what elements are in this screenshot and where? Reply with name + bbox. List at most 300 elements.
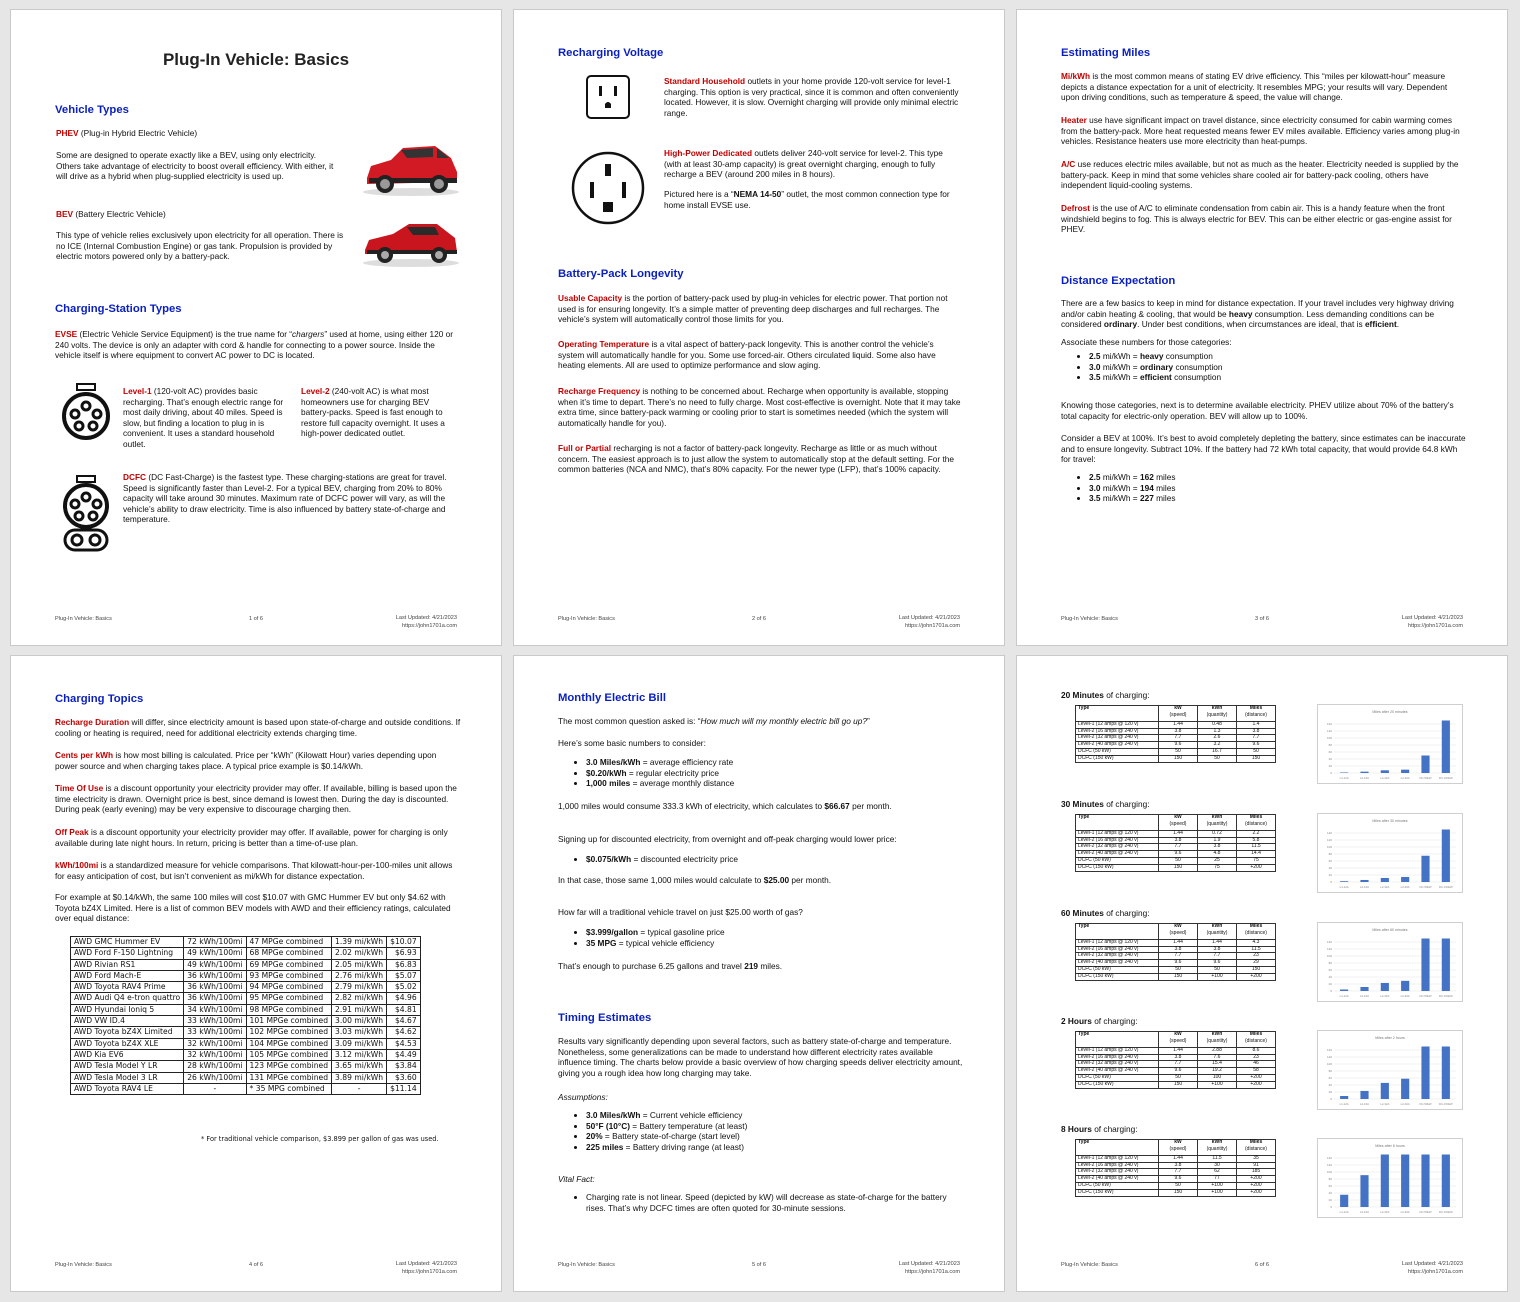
y-tick-label: 120 [1326, 947, 1332, 951]
x-tick-label: L2-16A [1359, 776, 1370, 780]
phev-title: PHEV (Plug-in Hybrid Electric Vehicle) [56, 128, 198, 138]
evse-paragraph: EVSE (Electric Vehicle Service Equipment) is the true name for “chargers” used at home, using either 120 or 240 volts. The device is only an adapter with cord & handle for connecting to a power source. Inside the vehicle itself is where equipment to convert AC power to DC is located. [55, 329, 453, 361]
table-cell: 4.3 [1237, 939, 1276, 946]
discount-list [558, 852, 964, 865]
table-header: kW [1159, 815, 1198, 821]
y-tick-label: 40 [1328, 975, 1332, 979]
usable-capacity-paragraph: Usable Capacity is the portion of battery-pack used by plug-in vehicles for electric power. That portion not used is for ensuring longevity. It’s a simple matter of preventing deep discharges and full recharges. The vehicle’s system will automatically control those limits for you. [558, 293, 948, 325]
bar-chart [1317, 1138, 1463, 1218]
table-cell: AWD Kia EV6 [71, 1049, 184, 1060]
table-cell: 75 [1237, 857, 1276, 864]
table-cell: DCFC (150 kW) [1076, 755, 1159, 762]
y-tick-label: 0 [1330, 1205, 1332, 1209]
chart-title: Miles after 2 hours [1375, 1036, 1405, 1040]
table-cell: $4.49 [387, 1049, 421, 1060]
table-cell: 50 [1159, 857, 1198, 864]
table-cell: 100 [1198, 1074, 1237, 1081]
bar-chart-svg [1318, 923, 1462, 1001]
table-cell: - [184, 1083, 246, 1094]
y-tick-label: 20 [1328, 1198, 1332, 1202]
table-cell: +200 [1237, 1189, 1276, 1196]
table-subheader: (distance) [1237, 712, 1276, 722]
heading-recharging-voltage: Recharging Voltage [558, 47, 664, 59]
table-cell: 35 [1237, 1155, 1276, 1162]
y-tick-label: 60 [1328, 859, 1332, 863]
table-row [71, 1061, 421, 1072]
table-cell: 131 MPGe combined [246, 1072, 331, 1083]
table-cell: 30 [1198, 1162, 1237, 1169]
table-cell: Level-2 (16 amps @ 240 v) [1076, 946, 1159, 953]
table-cell: AWD Hyundai Ioniq 5 [71, 1004, 184, 1015]
table-cell: Level-2 (32 amps @ 240 v) [1076, 844, 1159, 851]
bar-chart [1317, 813, 1463, 893]
table-cell: 50 [1159, 966, 1198, 973]
table-header: Type [1076, 924, 1159, 930]
bar [1340, 881, 1348, 882]
table-cell: AWD Toyota RAV4 Prime [71, 982, 184, 993]
x-tick-label: DC-150kW [1438, 1102, 1453, 1106]
table-cell: AWD Tesla Model Y LR [71, 1061, 184, 1072]
table-cell: 1.3 [1198, 728, 1237, 735]
table-cell: 3.65 mi/kWh [332, 1061, 387, 1072]
table-cell: DCFC (50 kW) [1076, 1182, 1159, 1189]
cents-per-kwh-paragraph: Cents per kWh is how most billing is calculated. Price per “kWh” (Kilowatt Hour) varies depending upon power source and when charging takes place. A typical price example is $0.14/kWh. [55, 750, 437, 771]
list-item: • 2.5 mi/kWh = heavy consumption [1089, 351, 1467, 362]
charging-table [1075, 1139, 1276, 1197]
high-power-paragraph: High-Power Dedicated outlets deliver 240-volt service for level-2. This type (with at least 30-amp capacity) is great overnight charging, enough to fully recharge a BEV (around 200 miles in 8 hours). [664, 148, 943, 180]
page-number: 1 of 6 [249, 616, 263, 622]
heading-estimating-miles: Estimating Miles [1061, 47, 1151, 59]
table-cell: 7.7 [1159, 735, 1198, 742]
table-cell: 98 MPGe combined [246, 1004, 331, 1015]
table-cell: 3.8 [1237, 728, 1276, 735]
charging-table [1075, 923, 1276, 981]
table-cell: 46 [1237, 1061, 1276, 1068]
table-cell: Level-1 (12 amps @ 120 v) [1076, 1155, 1159, 1162]
table-cell: +100 [1198, 973, 1237, 980]
table-cell: $6.83 [387, 959, 421, 970]
table-cell: 9.6 [1159, 1176, 1198, 1183]
table-cell: 32 kWh/100mi [184, 1038, 246, 1049]
table-cell: Level-1 (12 amps @ 120 v) [1076, 830, 1159, 837]
table-cell: 3.2 [1198, 742, 1237, 749]
how-far-text: How far will a traditional vehicle travel on just $25.00 worth of gas? [558, 907, 803, 917]
table-cell: 2.02 mi/kWh [332, 948, 387, 959]
table-subheader: (speed) [1159, 930, 1198, 940]
table-cell: 7.7 [1237, 735, 1276, 742]
table-cell: AWD GMC Hummer EV [71, 937, 184, 948]
table-cell: 1.44 [1159, 1047, 1198, 1054]
table-cell: 50 [1198, 966, 1237, 973]
table-row [71, 1038, 421, 1049]
table-cell: 7.7 [1159, 844, 1198, 851]
document-title: Plug-In Vehicle: Basics [162, 50, 350, 69]
table-cell: 150 [1159, 1081, 1198, 1088]
table-cell: 150 [1237, 966, 1276, 973]
table-row [71, 1004, 421, 1015]
table-cell: 94 MPGe combined [246, 982, 331, 993]
y-tick-label: 20 [1328, 982, 1332, 986]
x-tick-label: L1-12A [1339, 1102, 1349, 1106]
assumptions-list [558, 1108, 964, 1152]
mi-kwh-paragraph: Mi/kWh is the most common means of stating EV drive efficiency. This “miles per kilowatt-hour” measure depicts a distance expectation for a unit of electricity. It resembles MPG; your results will vary. Dependent upon driving conditions, such as temperature & speed, the value will change. [1061, 71, 1448, 103]
list-item: • 50°F (10°C) = Battery temperature (at least) [586, 1121, 964, 1132]
table-cell: 3.8 [1198, 844, 1237, 851]
bar [1421, 856, 1429, 882]
bar-chart [1317, 704, 1463, 784]
table-header: kWh [1198, 815, 1237, 821]
y-tick-label: 20 [1328, 873, 1332, 877]
page-5: Monthly Electric Bill The most common question asked is: “How much will my monthly electric bill go up?” Here’s some basic numbers to consider: • 3.0 Miles/kWh = average efficiency rate • $0.20/kWh = regular electricity price • 1,000 miles = average monthly distance 1,000 miles would consume 333.3 kWh of electricity, which calculates to $66.67 per month. Signing up for discounted electricity, from overnight and off-peak charging would lower price: • $0.075/kWh = discounted electricity price In that case, those same 1,000 miles would calculate to $25.00 per month. How far will a traditional vehicle travel on just $25.00 worth of gas? • $3.999/gallon = typical gasoline price • 35 MPG = typical vehicle efficiency That’s enough to purchase 6.25 gallons and travel 219 miles. Timing Estimates Results vary significantly depending upon several factors, such as battery state-of-charge and temperature. Nonetheless, some generalizations can be made to understand how different electricity rates available influence timing. The charts below provide a basic overview of how charging speeds deliver electricity amount, giving you a rough idea how long charging may take. Assumptions: • 3.0 Miles/kWh = Current vehicle efficiency • 50°F (10°C) = Battery temperature (at least) • 20% = Battery state-of-charge (start level) • 225 miles = Battery driving range (at least) Vital Fact: • Charging rate is not linear. Speed (depicted by kW) will decrease as state-of-charge for the battery rises. That’s why DCFC times are often quoted for 30-minute sessions. Plug-In Vehicle: Basics 5 of 6 Last Updated: 4/21/2023 https://john1701a.com [513, 655, 1005, 1292]
nema-paragraph: Pictured here is a “NEMA 14-50” outlet, the most common connection type for home install EVSE use. [664, 189, 950, 210]
table-cell: 93 MPGe combined [246, 970, 331, 981]
y-tick-label: 0 [1330, 771, 1332, 775]
vital-fact-list [558, 1190, 964, 1213]
table-cell: 150 [1237, 755, 1276, 762]
table-cell: 2.6 [1198, 735, 1237, 742]
page-number: 4 of 6 [249, 1262, 263, 1268]
table-cell: +100 [1198, 1182, 1237, 1189]
y-tick-label: 100 [1326, 845, 1332, 849]
table-cell: 36 kWh/100mi [184, 970, 246, 981]
table-cell: 2.91 mi/kWh [332, 1004, 387, 1015]
heading-monthly-bill: Monthly Electric Bill [558, 692, 666, 704]
table-subheader: (speed) [1159, 712, 1198, 722]
table-cell: 49 kWh/100mi [184, 959, 246, 970]
bar [1442, 939, 1450, 992]
bar [1421, 1047, 1429, 1100]
table-subheader: (speed) [1159, 1038, 1198, 1048]
bev-body: This type of vehicle relies exclusively upon electricity for all operation. There is no ICE (Internal Combustion Engine) or gas tank. Propulsion is provided by electric motors powered only by a battery-pack. [56, 230, 344, 262]
table-cell: 1.9 [1198, 837, 1237, 844]
kwh-100mi-paragraph: kWh/100mi is a standardized measure for vehicle comparisons. That kilowatt-hour-per-100-miles unit allows for easy anticipation of cost, but isn’t convenient as mi/kWh for distance expectation. [55, 860, 453, 881]
table-cell: 123 MPGe combined [246, 1061, 331, 1072]
table-cell: 150 [1159, 755, 1198, 762]
table-header: Type [1076, 706, 1159, 712]
y-tick-label: 40 [1328, 866, 1332, 870]
heading-distance-expectation: Distance Expectation [1061, 275, 1176, 287]
table-cell: DCFC (50 kW) [1076, 857, 1159, 864]
nema-14-50-outlet-icon [570, 150, 646, 229]
page-1 [10, 9, 502, 646]
table-cell: 3.8 [1159, 837, 1198, 844]
table-cell: Level-2 (40 amps @ 240 v) [1076, 960, 1159, 967]
table-cell: 50 [1159, 1182, 1198, 1189]
signup-text: Signing up for discounted electricity, from overnight and off-peak charging would lower price: [558, 834, 897, 844]
recharge-frequency-paragraph: Recharge Frequency is nothing to be concerned about. Recharge when opportunity is available, stopping when it’s time to depart. There’s no need to fully charge. Most cost-effective is overnight. Note that it may take extra time, since battery-pack warming or cooling prior to start is sometimes needed (which the system will automatically handle for you). [558, 386, 961, 428]
table-row [71, 1083, 421, 1094]
table-cell: 0.48 [1198, 721, 1237, 728]
table-footnote: * For traditional vehicle comparison, $3.899 per gallon of gas was used. [201, 1135, 439, 1143]
y-tick-label: 100 [1326, 1062, 1332, 1066]
bar [1401, 1079, 1409, 1099]
table-cell: 101 MPGe combined [246, 1016, 331, 1027]
x-tick-label: DC-50kW [1419, 994, 1432, 998]
table-cell: 33 kWh/100mi [184, 1016, 246, 1027]
x-tick-label: DC-150kW [1438, 885, 1453, 889]
y-tick-label: 80 [1328, 1069, 1332, 1073]
charging-block-title: 30 Minutes of charging: [1061, 799, 1150, 809]
table-cell: AWD Toyota bZ4X Limited [71, 1027, 184, 1038]
table-cell: AWD Rivian RS1 [71, 959, 184, 970]
table-row [71, 948, 421, 959]
bar [1360, 987, 1368, 991]
table-header: kW [1159, 1140, 1198, 1146]
nema-5-15-outlet-icon [585, 74, 631, 123]
bar [1401, 770, 1409, 773]
table-cell: $10.07 [387, 937, 421, 948]
x-tick-label: L2-16A [1359, 885, 1370, 889]
table-cell: 150 [1159, 973, 1198, 980]
table-cell: 7.7 [1159, 1061, 1198, 1068]
table-header: Miles [1237, 1032, 1276, 1038]
list-item: • 3.0 Miles/kWh = average efficiency rate [586, 757, 964, 768]
y-tick-label: 20 [1328, 1090, 1332, 1094]
table-subheader: (speed) [1159, 1146, 1198, 1156]
x-tick-label: L1-12A [1339, 885, 1349, 889]
page-4: Charging Topics Recharge Duration will differ, since electricity amount is based upon state-of-charge and outside conditions. If cooling or heating is required, need for additional electricity extends charging time. Cents per kWh is how most billing is calculated. Price per “kWh” (Kilowatt Hour) varies depending upon power source and when charging takes place. A typical price example is $0.14/kWh. Time Of Use is a discount opportunity your electricity provider may offer. If available, billing is based upon the time electricity is drawn. Overnight price is best, since demand is lowest then. During the day is discounted. During peak (early evening) may be very expensive to discourage charging then. Off Peak is a discount opportunity your electricity provider may offer. If available, power for charging is only available during late night hours. In return, pricing is better than a time-of-use plan. kWh/100mi is a standardized measure for vehicle comparisons. That kilowatt-hour-per-100-miles unit allows for easy anticipation of cost, but isn’t convenient as mi/kWh for distance expectation. For example at $0.14/kWh, the same 100 miles will cost $10.07 with GMC Hummer EV but only $4.62 with Toyota bZ4X Limited. Here is a list of common BEV models with AWD and their efficiency ratings, calculated over equal distance: AWD GMC Hummer EV 72 kWh/100mi 47 MPGe combined 1.39 mi/kWh $10.07 AWD Ford F-150 Lightning 49 kWh/100mi 68 MPGe combined 2.02 mi/kWh $6.93 AWD Rivian RS1 49 kWh/100mi 69 MPGe combined 2.05 mi/kWh $6.83 AWD Ford Mach-E 36 kWh/100mi 93 MPGe combined 2.76 mi/kWh $5.07 AWD Toyota RAV4 Prime 36 kWh/100mi 94 MPGe combined 2.79 mi/kWh $5.02 AWD Audi Q4 e-tron quattro 36 kWh/100mi 95 MPGe combined 2.82 mi/kWh $4.96 AWD Hyundai Ioniq 5 34 kWh/100mi 98 MPGe combined 2.91 mi/kWh $4.81 AWD VW ID.4 33 kWh/100mi 101 MPGe combined 3.00 mi/kWh $4.67 AWD Toyota bZ4X Limited 33 kWh/100mi 102 MPGe combined 3.03 mi/kWh $4.62 AWD Toyota bZ4X XLE 32 kWh/100mi 104 MPGe combined 3.09 mi/kWh $4.53 AWD Kia EV6 32 kWh/100mi 105 MPGe combined 3.12 mi/kWh $4.49 AWD Tesla Model Y LR 28 kWh/100mi 123 MPGe combined 3.65 mi/kWh $3.84 AWD Tesla Model 3 LR 26 kWh/100mi 131 MPGe combined 3.89 mi/kWh $3.60 AWD Toyota RAV4 LE - * 35 MPG combined - $11.14 * For traditional vehicle comparison, $3.899 per gallon of gas was used. Plug-In Vehicle: Basics 4 of 6 Last Updated: 4/21/2023 https://john1701a.com [10, 655, 502, 1292]
page-number: 3 of 6 [1255, 616, 1269, 622]
bar-chart-svg [1318, 705, 1462, 783]
table-cell: 75 [1198, 864, 1237, 871]
bar-chart-svg [1318, 1031, 1462, 1109]
table-cell: Level-2 (32 amps @ 240 v) [1076, 1169, 1159, 1176]
table-cell: 4.8 [1198, 851, 1237, 858]
table-cell: Level-2 (32 amps @ 240 v) [1076, 953, 1159, 960]
table-header: kW [1159, 706, 1198, 712]
y-tick-label: 40 [1328, 757, 1332, 761]
table-header: kW [1159, 1032, 1198, 1038]
table-cell: +200 [1237, 973, 1276, 980]
table-cell: Level-2 (40 amps @ 240 v) [1076, 742, 1159, 749]
x-tick-label: L2-32A [1380, 776, 1390, 780]
table-cell: 3.89 mi/kWh [332, 1072, 387, 1083]
table-subheader [1076, 930, 1159, 940]
bar [1360, 1175, 1368, 1207]
table-subheader: (quantity) [1198, 930, 1237, 940]
table-cell: 7.7 [1159, 1169, 1198, 1176]
table-subheader: (distance) [1237, 930, 1276, 940]
distance-paragraph: There are a few basics to keep in mind for distance expectation. If your travel includes very highway driving and/or cabin heating & cooling, that would be heavy consumption. Less demanding conditions can be considered ordinary. Under best conditions, when circumstances are ideal, that is efficient. [1061, 298, 1454, 330]
table-cell: 16.7 [1198, 748, 1237, 755]
table-cell: Level-2 (40 amps @ 240 v) [1076, 1176, 1159, 1183]
page-6: 20 Minutes of charging: Type kW kWh Miles (speed) (quantity) (distance) Level-1 (12 amps @ 120 v) 1.44 0.48 1.4 Level-2 (16 amps @ 240 v) 3.8 1.3 3.8 Level-2 (32 amps @ 240 v) 7.7 2.6 7.7 Level-2 (40 amps @ 240 v) 9.6 3.2 9.6 DCFC (50 kW) 50 16.7 50 DCFC (150 kW) 150 50 150 Miles after 20 minutes 0 20 40 60 80 100 120 140 L1-12A L2-16A L2-32A L2-40A DC-50kW DC-150kW 30 Minutes of charging: Type kW kWh Miles (speed) (quantity) (distance) Level-1 (12 amps @ 120 v) 1.44 0.72 2.2 Level-2 (16 amps @ 240 v) 3.8 1.9 5.8 Level-2 (32 amps @ 240 v) 7.7 3.8 11.5 Level-2 (40 amps @ 240 v) 9.6 4.8 14.4 DCFC (50 kW) 50 25 75 DCFC (150 kW) 150 75 +200 Miles after 30 minutes 0 20 40 60 80 100 120 140 L1-12A L2-16A L2-32A L2-40A DC-50kW DC-150kW 60 Minutes of charging: Type kW kWh Miles (speed) (quantity) (distance) Level-1 (12 amps @ 120 v) 1.44 1.44 4.3 Level-2 (16 amps @ 240 v) 3.8 3.8 11.5 Level-2 (32 amps @ 240 v) 7.7 7.7 23 Level-2 (40 amps @ 240 v) 9.6 9.6 29 DCFC (50 kW) 50 50 150 DCFC (150 kW) 150 +100 +200 Miles after 60 minutes 0 20 40 60 80 100 120 140 L1-12A L2-16A L2-32A L2-40A DC-50kW DC-150kW 2 Hours of charging: Type kW kWh Miles (speed) (quantity) (distance) Level-1 (12 amps @ 120 v) 1.44 2.88 8.6 Level-2 (16 amps @ 240 v) 3.8 7.6 23 Level-2 (32 amps @ 240 v) 7.7 15.4 46 Level-2 (40 amps @ 240 v) 9.6 19.2 58 DCFC (50 kW) 50 100 +200 DCFC (150 kW) 150 +100 +200 Miles after 2 hours 0 20 40 60 80 100 120 140 L1-12A L2-16A L2-32A L2-40A DC-50kW DC-150kW 8 Hours of charging: Type kW kWh Miles (speed) (quantity) (distance) Level-1 (12 amps @ 120 v) 1.44 11.5 35 Level-2 (16 amps @ 240 v) 3.8 30 91 Level-2 (32 amps @ 240 v) 7.7 62 185 Level-2 (40 amps @ 240 v) 9.6 77 +200 DCFC (50 kW) 50 +100 +200 DCFC (150 kW) 150 +100 +200 Miles after 8 hours 0 20 40 60 80 100 120 140 L1-12A L2-16A L2-32A L2-40A DC-50kW DC-150kW Plug-In Vehicle: Basics 6 of 6 Last Updated: 4/21/2023 https://john1701a.com [1016, 655, 1508, 1292]
bar [1421, 1155, 1429, 1208]
bar [1381, 1155, 1389, 1208]
table-cell: 11.5 [1237, 946, 1276, 953]
time-of-use-paragraph: Time Of Use is a discount opportunity your electricity provider may offer. If available, billing is based upon the time electricity is drawn. Overnight price is best, since demand is lowest then. During the day is discounted. During peak (early evening) may be very expensive to discourage charging then. [55, 783, 457, 815]
table-cell: 2.88 [1198, 1047, 1237, 1054]
table-cell: 91 [1237, 1162, 1276, 1169]
bar [1442, 830, 1450, 883]
y-tick-label: 20 [1328, 764, 1332, 768]
off-peak-paragraph: Off Peak is a discount opportunity your electricity provider may offer. If available, power for charging is only available during late night hours. In return, pricing is better than a time-of-use plan. [55, 827, 448, 848]
table-subheader: (quantity) [1198, 1038, 1237, 1048]
table-cell: 9.6 [1198, 960, 1237, 967]
table-header: Miles [1237, 815, 1276, 821]
x-tick-label: DC-50kW [1419, 1210, 1432, 1214]
table-cell: 1.44 [1198, 939, 1237, 946]
table-cell: 23 [1237, 1054, 1276, 1061]
table-cell: 102 MPGe combined [246, 1027, 331, 1038]
table-cell: +200 [1237, 1074, 1276, 1081]
table-cell: 9.6 [1159, 742, 1198, 749]
list-item: • 3.0 mi/kWh = ordinary consumption [1089, 362, 1467, 373]
y-tick-label: 100 [1326, 1170, 1332, 1174]
table-cell: - [332, 1083, 387, 1094]
table-cell: 26 kWh/100mi [184, 1072, 246, 1083]
table-cell: +100 [1198, 1189, 1237, 1196]
table-row [71, 1072, 421, 1083]
table-row [71, 1049, 421, 1060]
table-subheader: (quantity) [1198, 712, 1237, 722]
table-cell: 105 MPGe combined [246, 1049, 331, 1060]
table-cell: 1.44 [1159, 1155, 1198, 1162]
table-cell: Level-2 (16 amps @ 240 v) [1076, 1054, 1159, 1061]
bar [1421, 939, 1429, 992]
efficiency-table [70, 936, 421, 1095]
consider-paragraph: Consider a BEV at 100%. It’s best to avoid completely depleting the battery, since estimates can be inaccurate and to ensure longevity. Subtract 10%. If the battery had 72 kWh total capacity, that would provide 64.8 kWh for travel: [1061, 433, 1466, 465]
table-cell: 185 [1237, 1169, 1276, 1176]
table-cell: $4.53 [387, 1038, 421, 1049]
x-tick-label: L2-32A [1380, 1210, 1390, 1214]
results-paragraph: Results vary significantly depending upon several factors, such as battery state-of-charge and temperature. Nonetheless, some generalizations can be made to understand how different electricity rates available influence timing. The charts below provide a basic overview of how charging speeds deliver electricity amount, giving you a rough idea how long charging may take. [558, 1036, 963, 1078]
table-cell: 3.8 [1159, 728, 1198, 735]
category-list [1061, 349, 1467, 383]
table-header: Type [1076, 815, 1159, 821]
table-cell: 3.00 mi/kWh [332, 1016, 387, 1027]
bar [1340, 773, 1348, 774]
j1772-connector-icon [61, 382, 111, 451]
x-tick-label: L2-16A [1359, 1102, 1370, 1106]
table-cell: AWD Ford F-150 Lightning [71, 948, 184, 959]
bev-crossover-image [361, 216, 461, 271]
table-cell: $6.93 [387, 948, 421, 959]
table-cell: Level-1 (12 amps @ 120 v) [1076, 939, 1159, 946]
charging-block-title: 60 Minutes of charging: [1061, 908, 1150, 918]
table-cell: 33 kWh/100mi [184, 1027, 246, 1038]
table-cell: 72 kWh/100mi [184, 937, 246, 948]
bar [1360, 1091, 1368, 1099]
table-cell: +200 [1237, 1182, 1276, 1189]
gas-list [558, 925, 964, 948]
y-tick-label: 0 [1330, 880, 1332, 884]
table-row [71, 959, 421, 970]
list-item: • 20% = Battery state-of-charge (start level) [586, 1131, 964, 1142]
y-tick-label: 140 [1326, 1156, 1332, 1160]
table-row [1076, 1189, 1276, 1196]
table-header: Miles [1237, 706, 1276, 712]
table-cell: $3.84 [387, 1061, 421, 1072]
list-item: • 3.0 Miles/kWh = Current vehicle efficiency [586, 1110, 964, 1121]
table-cell: 50 [1159, 1074, 1198, 1081]
table-subheader: (distance) [1237, 1038, 1276, 1048]
table-cell: 1.4 [1237, 721, 1276, 728]
table-cell: +200 [1237, 1176, 1276, 1183]
list-item: • $3.999/gallon = typical gasoline price [586, 927, 964, 938]
x-tick-label: L2-16A [1359, 1210, 1370, 1214]
table-cell: DCFC (50 kW) [1076, 966, 1159, 973]
x-tick-label: L2-32A [1380, 994, 1390, 998]
y-tick-label: 40 [1328, 1191, 1332, 1195]
table-cell: 1.44 [1159, 830, 1198, 837]
list-item: • $0.075/kWh = discounted electricity price [586, 854, 964, 865]
y-tick-label: 120 [1326, 729, 1332, 733]
y-tick-label: 40 [1328, 1083, 1332, 1087]
page-3: Estimating Miles Mi/kWh is the most common means of stating EV drive efficiency. This “miles per kilowatt-hour” measure depicts a distance expectation for a unit of electricity. It resembles MPG; your results will vary. Dependent upon driving conditions, such as temperature & speed, the value will change. Heater use have significant impact on travel distance, since electricity consumed for cabin warming comes from the battery-pack. More heat requested means fewer EV miles available. Efficiency varies among plug-in vehicles. Resistance heaters use more electricity than heat-pumps. A/C use reduces electric miles available, but not as much as the heater. Electricity needed is supplied by the battery-pack. Keep in mind that some vehicles share cooled air for battery-pack cooling, others have independent liquid-cooling systems. Defrost is the use of A/C to eliminate condensation from cabin air. This is a handy feature when the front windshield begins to fog. This is always electric for BEV. This can be either electric or gas-engine assist for PHEV. Distance Expectation There are a few basics to keep in mind for distance expectation. If your travel includes very highway driving and/or cabin heating & cooling, that would be heavy consumption. Less demanding conditions can be considered ordinary. Under best conditions, when circumstances are ideal, that is efficient. Associate these numbers for those categories: • 2.5 mi/kWh = heavy consumption • 3.0 mi/kWh = ordinary consumption • 3.5 mi/kWh = efficient consumption Knowing those categories, next is to determine available electricity. PHEV utilize about 70% of the battery’s total capacity for electric-only operation. BEV will allow up to 100%. Consider a BEV at 100%. It’s best to avoid completely depleting the battery, since estimates can be inaccurate and to ensure longevity. Subtract 10%. If the battery had 72 kWh total capacity, that would provide 64.8 kWh for travel: • 2.5 mi/kWh = 162 miles • 3.0 mi/kWh = 194 miles • 3.5 mi/kWh = 227 miles Plug-In Vehicle: Basics 3 of 6 Last Updated: 4/21/2023 https://john1701a.com [1016, 9, 1508, 646]
table-cell: Level-1 (12 amps @ 120 v) [1076, 721, 1159, 728]
table-cell: 3.8 [1159, 946, 1198, 953]
bar-chart-svg [1318, 1139, 1462, 1217]
table-row [1076, 1081, 1276, 1088]
y-tick-label: 140 [1326, 831, 1332, 835]
table-cell: 36 kWh/100mi [184, 993, 246, 1004]
table-cell: 2.76 mi/kWh [332, 970, 387, 981]
x-tick-label: DC-50kW [1419, 776, 1432, 780]
y-tick-label: 0 [1330, 1097, 1332, 1101]
table-subheader: (distance) [1237, 821, 1276, 831]
table-cell: 15.4 [1198, 1061, 1237, 1068]
table-cell: 29 [1237, 960, 1276, 967]
table-cell: 32 kWh/100mi [184, 1049, 246, 1060]
chart-title: Miles after 60 minutes [1372, 928, 1408, 932]
y-tick-label: 80 [1328, 961, 1332, 965]
associate-text: Associate these numbers for those categories: [1061, 337, 1232, 347]
y-tick-label: 60 [1328, 750, 1332, 754]
table-cell: Level-2 (16 amps @ 240 v) [1076, 728, 1159, 735]
list-item: • 3.5 mi/kWh = 227 miles [1089, 493, 1467, 504]
table-cell: 3.8 [1159, 1162, 1198, 1169]
table-row [1076, 973, 1276, 980]
basic-numbers-text: Here’s some basic numbers to consider: [558, 738, 706, 748]
table-cell: DCFC (50 kW) [1076, 748, 1159, 755]
y-tick-label: 80 [1328, 743, 1332, 747]
table-row [71, 970, 421, 981]
table-header: kWh [1198, 1032, 1237, 1038]
table-header: kWh [1198, 706, 1237, 712]
bar [1381, 770, 1389, 773]
x-tick-label: DC-150kW [1438, 776, 1453, 780]
table-header: Miles [1237, 1140, 1276, 1146]
heater-paragraph: Heater use have significant impact on travel distance, since electricity consumed for cabin warming comes from the battery-pack. More heat requested means fewer EV miles available. Efficiency varies among plug-in vehicles. Resistance heaters use more electricity than heat-pumps. [1061, 115, 1460, 147]
table-subheader: (quantity) [1198, 1146, 1237, 1156]
list-item: • 225 miles = Battery driving range (at least) [586, 1142, 964, 1153]
x-tick-label: L2-40A [1400, 1102, 1410, 1106]
bar-chart-svg [1318, 814, 1462, 892]
table-row [71, 982, 421, 993]
list-item: • 3.0 mi/kWh = 194 miles [1089, 483, 1467, 494]
y-tick-label: 100 [1326, 736, 1332, 740]
chart-title: Miles after 20 minutes [1372, 710, 1408, 714]
basic-list [558, 755, 964, 789]
x-tick-label: L1-12A [1339, 776, 1349, 780]
table-cell: 7.7 [1159, 953, 1198, 960]
table-cell: AWD Ford Mach-E [71, 970, 184, 981]
table-cell: 58 [1237, 1068, 1276, 1075]
table-row [71, 937, 421, 948]
page-number: 6 of 6 [1255, 1262, 1269, 1268]
heading-charging-station-types: Charging-Station Types [55, 303, 182, 315]
table-cell: 68 MPGe combined [246, 948, 331, 959]
charging-table [1075, 705, 1276, 763]
table-cell: 62 [1198, 1169, 1237, 1176]
table-cell: DCFC (150 kW) [1076, 1189, 1159, 1196]
bar-chart [1317, 1030, 1463, 1110]
charging-block-title: 2 Hours of charging: [1061, 1016, 1138, 1026]
bar [1360, 880, 1368, 882]
table-cell: 11.5 [1237, 844, 1276, 851]
table-cell: 25 [1198, 857, 1237, 864]
